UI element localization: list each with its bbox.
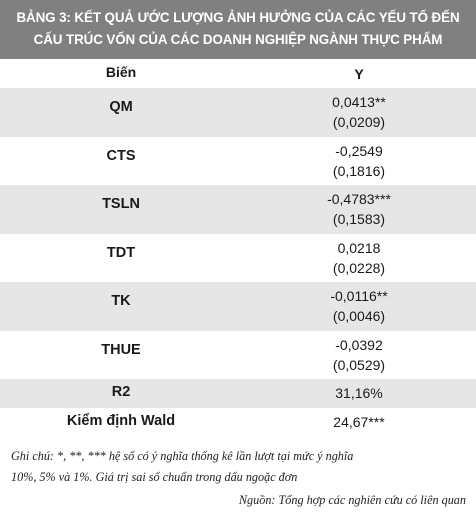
row-label: THUE — [101, 342, 141, 358]
row-coefficient: -0,0116** — [330, 288, 388, 304]
row-standard-error: (0,1583) — [332, 211, 386, 227]
row-coefficient: -0,2549 — [335, 143, 383, 159]
row-standard-error: (0,0209) — [332, 114, 386, 130]
row-label: TSLN — [102, 196, 140, 212]
table-row — [0, 282, 476, 331]
summary-value: 31,16% — [335, 385, 383, 401]
table-row — [0, 185, 476, 234]
row-standard-error: (0,1816) — [332, 163, 386, 179]
header-value: Y — [354, 66, 364, 82]
row-label: TK — [111, 293, 131, 309]
table-row — [0, 88, 476, 137]
row-label: CTS — [106, 148, 136, 164]
row-coefficient: -0,4783*** — [327, 191, 391, 207]
summary-row — [0, 379, 476, 408]
row-coefficient: 0,0413** — [332, 94, 386, 110]
summary-value: 24,67*** — [333, 414, 385, 430]
source-note: Nguồn: Tổng hợp các nghiên cứu có liên quan — [238, 493, 466, 507]
summary-label: R2 — [111, 384, 131, 400]
row-label: QM — [109, 99, 133, 115]
row-standard-error: (0,0529) — [332, 357, 386, 373]
table-title — [0, 0, 476, 59]
notes-line-2: 10%, 5% và 1%. Giá trị sai số chuẩn trong dấu ngoặc đơn — [11, 470, 298, 484]
table-row — [0, 331, 476, 379]
row-coefficient: 0,0218 — [337, 240, 381, 256]
row-coefficient: -0,0392 — [335, 337, 383, 353]
row-standard-error: (0,0228) — [332, 260, 386, 276]
table-notes — [11, 446, 471, 488]
row-label: TDT — [106, 245, 136, 261]
table-header-row — [0, 59, 476, 88]
table-row — [0, 137, 476, 185]
summary-row — [0, 408, 476, 438]
row-standard-error: (0,0046) — [332, 308, 386, 324]
notes-line-1: Ghi chú: *, **, *** hệ số có ý nghĩa thống kê lần lượt tại mức ý nghĩa — [11, 449, 354, 463]
results-table — [0, 59, 476, 438]
summary-label: Kiểm định Wald — [66, 413, 176, 429]
header-variable: Biến — [105, 64, 137, 80]
table-title-line-2: CẤU TRÚC VỐN CỦA CÁC DOANH NGHIỆP NGÀNH THỰC PHẨM — [33, 32, 443, 47]
table-title-line-1: BẢNG 3: KẾT QUẢ ƯỚC LƯỢNG ẢNH HƯỞNG CỦA CÁC YẾU TỐ ĐẾN — [16, 10, 460, 25]
table-row — [0, 234, 476, 282]
